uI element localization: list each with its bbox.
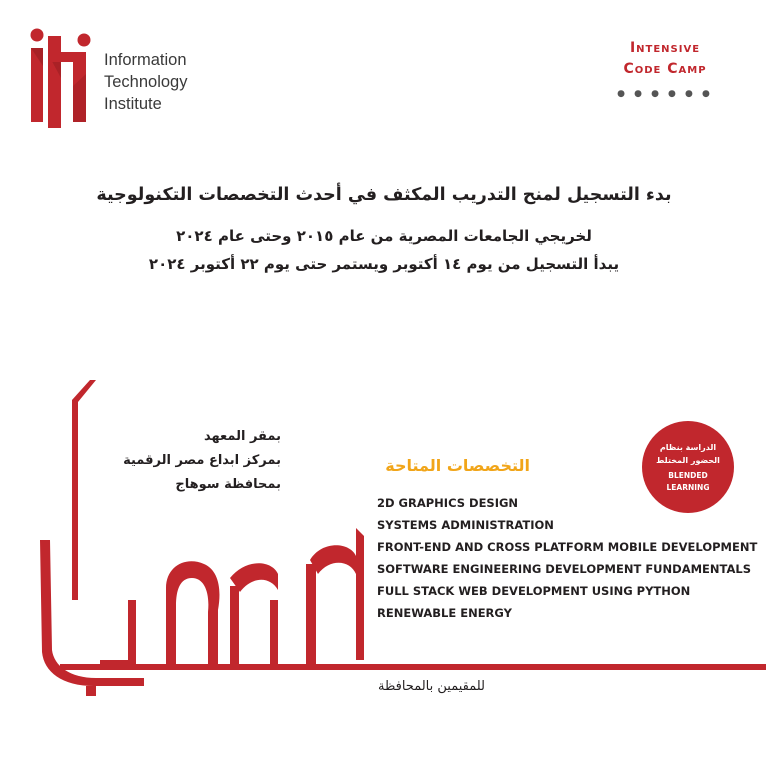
code-camp-line1: Intensive <box>629 40 701 56</box>
institute-name-line: Technology <box>104 73 188 91</box>
badge-ar-line: الدراسة بنظام <box>659 442 717 452</box>
institute-name-line: Information <box>104 51 187 69</box>
location-block <box>123 425 281 497</box>
specializations-title: التخصصات المتاحة <box>385 456 530 475</box>
list-item: RENEWABLE ENERGY <box>377 606 512 620</box>
badge-en-line: LEARNING <box>666 482 710 492</box>
specializations-list <box>377 492 757 624</box>
code-camp-line2: Code Camp <box>623 61 707 77</box>
badge-en-line: BLENDED <box>668 470 708 480</box>
institute-name-line: Institute <box>104 95 162 113</box>
list-item: SYSTEMS ADMINISTRATION <box>377 518 554 532</box>
list-item: SOFTWARE ENGINEERING DEVELOPMENT FUNDAMENTALS <box>377 562 751 576</box>
code-camp-title <box>612 38 718 105</box>
list-item: FRONT-END AND CROSS PLATFORM MOBILE DEVELOPMENT <box>377 540 758 554</box>
list-item: 2D GRAPHICS DESIGN <box>377 496 519 510</box>
blended-learning-badge <box>642 421 734 513</box>
iti-logo-icon <box>28 26 96 130</box>
location-line: بمركز ابداع مصر الرقمية <box>123 453 281 468</box>
badge-ar-line: الحضور المختلط <box>656 455 720 465</box>
institute-name <box>104 49 187 115</box>
location-line: بمقر المعهد <box>203 429 281 444</box>
announcement-title: بدء التسجيل لمنح التدريب المكثف في أحدث التخصصات التكنولوجية <box>96 185 672 205</box>
location-line: بمحافظة سوهاج <box>175 477 281 492</box>
announcement-dates: يبدأ التسجيل من يوم ١٤ أكتوبر ويستمر حتى يوم ٢٢ أكتوبر ٢٠٢٤ <box>148 255 620 273</box>
announcement-eligibility: لخريجي الجامعات المصرية من عام ٢٠١٥ وحتى عام ٢٠٢٤ <box>176 227 592 245</box>
residents-note: للمقيمين بالمحافظة <box>378 679 486 694</box>
list-item: FULL STACK WEB DEVELOPMENT USING PYTHON <box>377 584 691 598</box>
code-camp-dots: ● ● ● ● ● ● <box>617 89 713 99</box>
